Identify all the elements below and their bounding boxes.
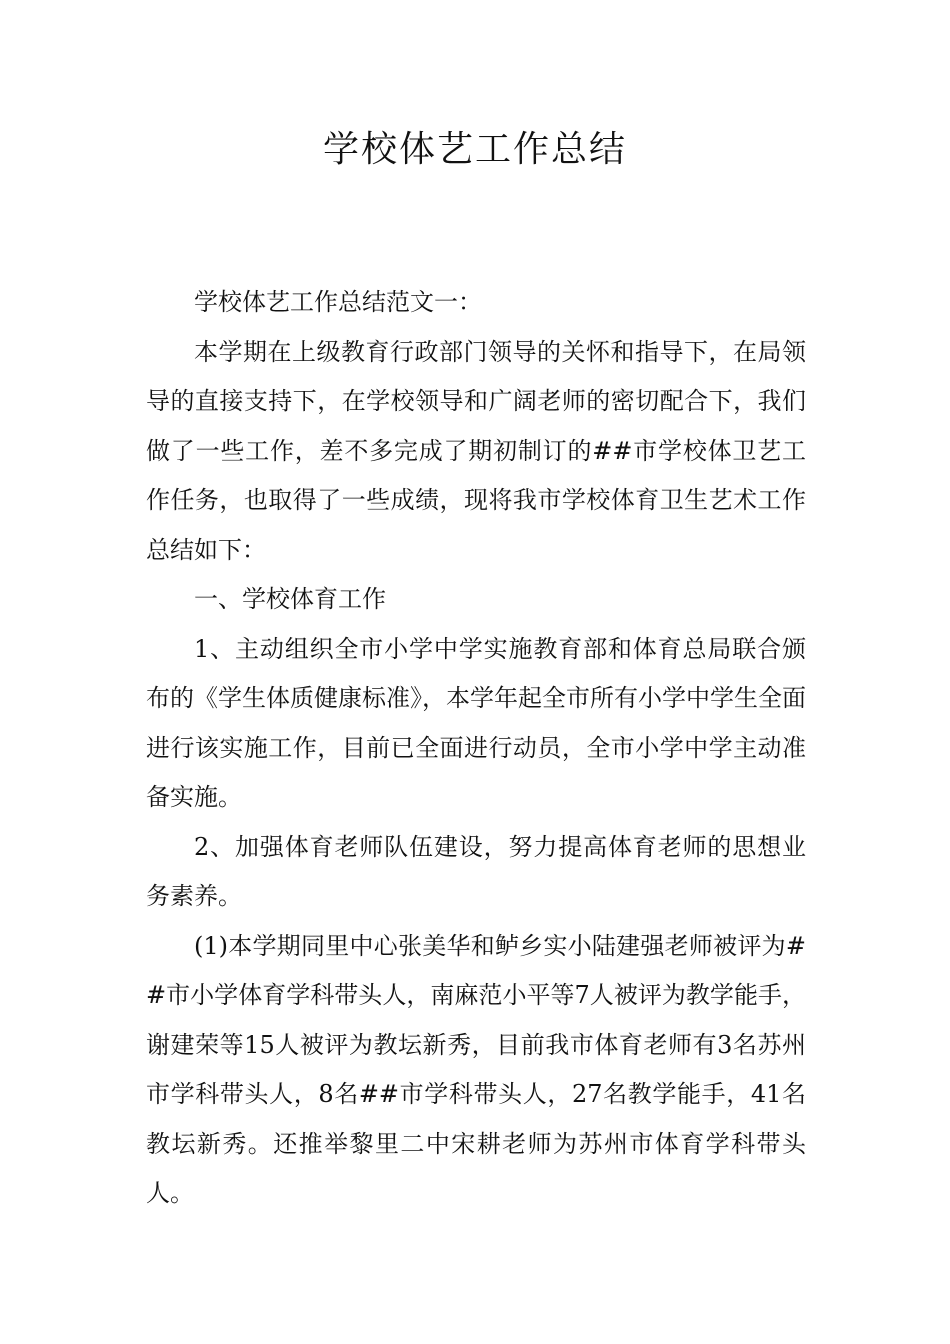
document-title: 学校体艺工作总结 [322, 129, 627, 170]
section-heading-sports: 一、学校体育工作 [194, 585, 386, 613]
document-body [146, 278, 806, 1219]
paragraph-item-1: 1、主动组织全市小学中学实施教育部和体育总局联合颁布的《学生体质健康标准》，本学年起全市所有小学中学生全面进行该实施工作，目前已全面进行动员，全市小学中学主动准备实施。 [146, 634, 806, 811]
paragraph-item-2-1: (1)本学期同里中心张美华和鲈乡实小陆建强老师被评为##市小学体育学科带头人，南麻范小平等7人被评为教学能手，谢建荣等15人被评为教坛新秀，目前我市体育老师有3名苏州市学科带头人，8名##市学科带头人，27名教学能手，41名教坛新秀。还推举黎里二中宋耕老师为苏州市体育学科带头人。 [146, 931, 806, 1207]
paragraph-intro: 本学期在上级教育行政部门领导的关怀和指导下，在局领导的直接支持下，在学校领导和广阔老师的密切配合下，我们做了一些工作，差不多完成了期初制订的##市学校体卫艺工作任务，也取得了一些成绩，现将我市学校体育卫生艺术工作总结如下： [146, 337, 806, 564]
paragraph-heading-sample: 学校体艺工作总结范文一： [194, 288, 482, 316]
paragraph-item-2: 2、加强体育老师队伍建设，努力提高体育老师的思想业务素养。 [146, 832, 806, 910]
